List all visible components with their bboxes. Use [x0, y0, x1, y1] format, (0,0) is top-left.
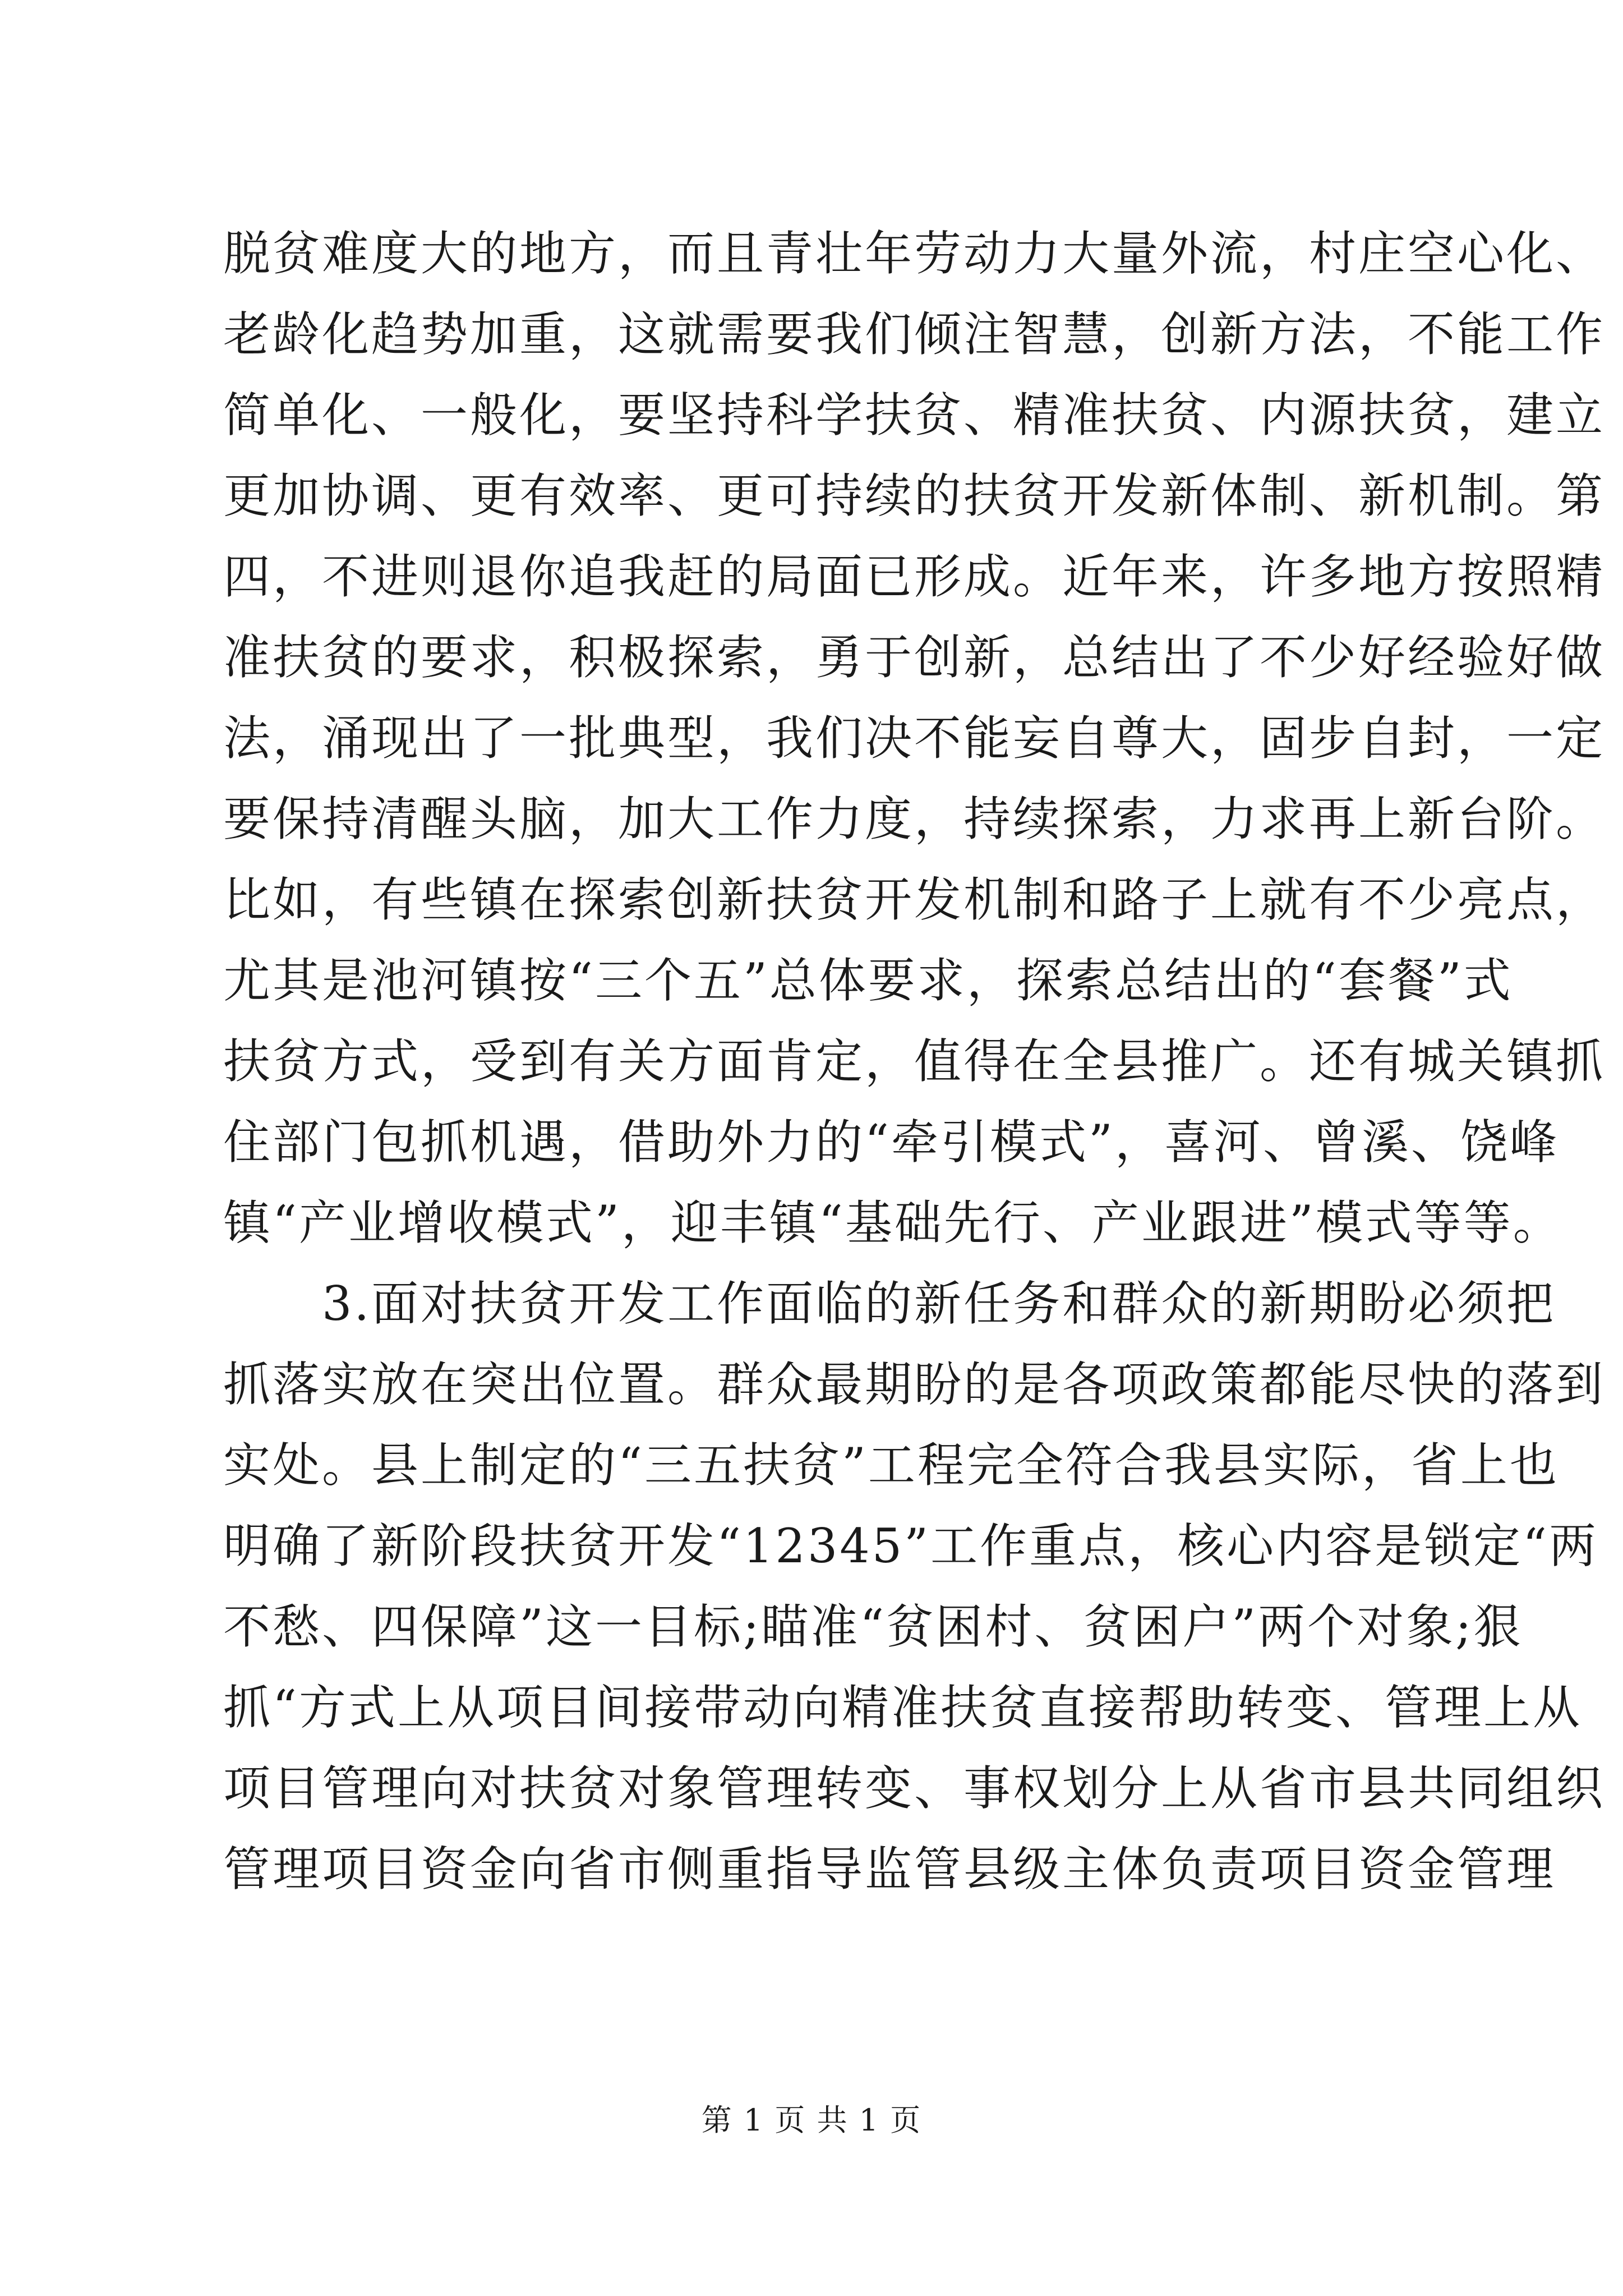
- text-line: 不愁、四保障”这一目标;瞄准“贫困村、贫困户”两个对象;狠: [223, 1599, 1523, 1654]
- text-line: 抓“方式上从项目间接带动向精准扶贫直接帮助转变、管理上从: [223, 1680, 1582, 1735]
- text-line: 法，涌现出了一批典型，我们决不能妄自尊大，固步自封，一定: [223, 711, 1606, 766]
- text-line: 明确了新阶段扶贫开发“12345”工作重点，核心内容是锁定“两: [223, 1519, 1599, 1573]
- text-line: 抓落实放在突出位置。群众最期盼的是各项政策都能尽快的落到: [223, 1357, 1606, 1412]
- text-line: 3.面对扶贫开发工作面临的新任务和群众的新期盼必须把: [322, 1276, 1556, 1331]
- text-line: 尤其是池河镇按“三个五”总体要求，探索总结出的“套餐”式: [223, 953, 1513, 1008]
- text-line: 准扶贫的要求，积极探索，勇于创新，总结出了不少好经验好做: [223, 630, 1606, 685]
- text-line: 比如，有些镇在探索创新扶贫开发机制和路子上就有不少亮点，: [223, 872, 1606, 927]
- text-line: 脱贫难度大的地方，而且青壮年劳动力大量外流，村庄空心化、: [223, 226, 1606, 281]
- text-line: 项目管理向对扶贫对象管理转变、事权划分上从省市县共同组织: [223, 1761, 1606, 1816]
- text-line: 四，不进则退你追我赶的局面已形成。近年来，许多地方按照精: [223, 549, 1606, 604]
- text-line: 老龄化趋势加重，这就需要我们倾注智慧，创新方法，不能工作: [223, 307, 1606, 362]
- text-line: 住部门包抓机遇，借助外力的“牵引模式”，喜河、曾溪、饶峰: [223, 1115, 1559, 1170]
- text-line: 镇“产业增收模式”，迎丰镇“基础先行、产业跟进”模式等等。: [223, 1195, 1562, 1250]
- text-line: 更加协调、更有效率、更可持续的扶贫开发新体制、新机制。第: [223, 468, 1606, 523]
- text-line: 简单化、一般化，要坚持科学扶贫、精准扶贫、内源扶贫，建立: [223, 388, 1606, 443]
- text-line: 扶贫方式，受到有关方面肯定，值得在全县推广。还有城关镇抓: [223, 1034, 1606, 1089]
- text-line: 要保持清醒头脑，加大工作力度，持续探索，力求再上新台阶。: [223, 792, 1606, 846]
- body-text: [223, 213, 1606, 1910]
- page-number-label: 第 1 页 共 1 页: [701, 2102, 922, 2138]
- page-footer: [0, 2098, 1623, 2143]
- text-line: 实处。县上制定的“三五扶贫”工程完全符合我县实际，省上也: [223, 1438, 1559, 1493]
- text-line: 管理项目资金向省市侧重指导监管县级主体负责项目资金管理: [223, 1842, 1556, 1897]
